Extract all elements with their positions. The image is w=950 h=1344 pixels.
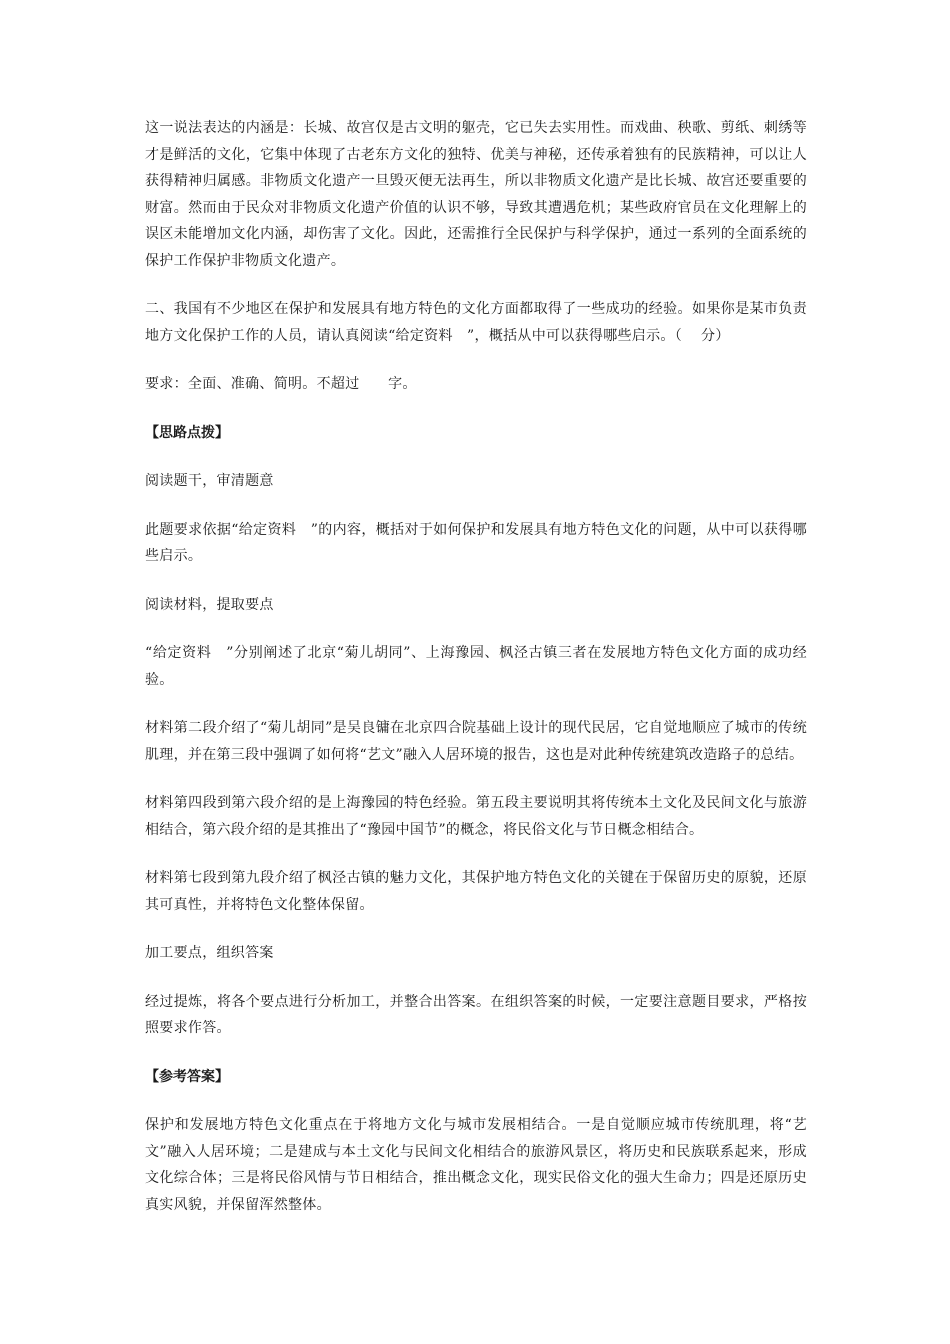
- paragraph-interpretation: 这一说法表达的内涵是：长城、故宫仅是古文明的躯壳，它已失去实用性。而戏曲、秧歌、剪纸、刺绣等才是鲜活的文化，它集中体现了古老东方文化的独特、优美与神秘，还传承着独有的民族精神，可以让人获得精神归属感。非物质文化遗产一旦毁灭便无法再生，所以非物质文化遗产是比长城、故宫还要重要的财富。然而由于民众对非物质文化遗产价值的认识不够，导致其遭遇危机；某些政府官员在文化理解上的误区未能增加文化内涵，却伤害了文化。因此，还需推行全民保护与科学保护，通过一系列的全面系统的保护工作保护非物质文化遗产。: [145, 120, 807, 269]
- document-page: [145, 115, 807, 1239]
- question-two: 二、我国有不少地区在保护和发展具有地方特色的文化方面都取得了一些成功的经验。如果你是某市负责地方文化保护工作的人员，请认真阅读“给定资料 ”，概括从中可以获得哪些启示。（ 分）: [145, 301, 807, 344]
- paragraph-material-shanghai: 材料第四段到第六段介绍的是上海豫园的特色经验。第五段主要说明其将传统本土文化及民间文化与旅游相结合，第六段介绍的是其推出了“豫园中国节”的概念，将民俗文化与节日概念相结合。: [145, 795, 807, 838]
- step-read-material: 阅读材料，提取要点: [145, 596, 274, 613]
- paragraph-question-analysis: 此题要求依据“给定资料 ”的内容，概括对于如何保护和发展具有地方特色文化的问题，从中可以获得哪些启示。: [145, 521, 807, 564]
- step-organize-answer: 加工要点，组织答案: [145, 945, 274, 961]
- paragraph-material-overview: “给定资料 ”分别阐述了北京“菊儿胡同”、上海豫园、枫泾古镇三者在发展地方特色文化方面的成功经验。: [145, 645, 807, 688]
- heading-reference-answer: 【参考答案】: [145, 1068, 229, 1085]
- step-read-question: 阅读题干，审清题意: [145, 473, 274, 489]
- paragraph-material-beijing: 材料第二段介绍了“菊儿胡同”是吴良镛在北京四合院基础上设计的现代民居，它自觉地顺应了城市的传统肌理，并在第三段中强调了如何将“艺文”融入人居环境的报告，这也是对此种传统建筑改造路子的总结。: [145, 720, 807, 763]
- question-requirements: 要求：全面、准确、简明。不超过 字。: [145, 376, 417, 392]
- paragraph-organize: 经过提炼，将各个要点进行分析加工，并整合出答案。在组织答案的时候，一定要注意题目要求，严格按照要求作答。: [145, 993, 807, 1036]
- paragraph-reference-answer: 保护和发展地方特色文化重点在于将地方文化与城市发展相结合。一是自觉顺应城市传统肌理，将“艺文”融入人居环境；二是建成与本土文化与民间文化相结合的旅游风景区，将历史和民族联系起来，形成文化综合体；三是将民俗风情与节日相结合，推出概念文化，现实民俗文化的强大生命力；四是还原历史真实风貌，并保留浑然整体。: [145, 1117, 807, 1213]
- heading-approach: 【思路点拨】: [145, 424, 229, 441]
- paragraph-material-fengjing: 材料第七段到第九段介绍了枫泾古镇的魅力文化，其保护地方特色文化的关键在于保留历史的原貌，还原其可真性，并将特色文化整体保留。: [145, 870, 807, 913]
